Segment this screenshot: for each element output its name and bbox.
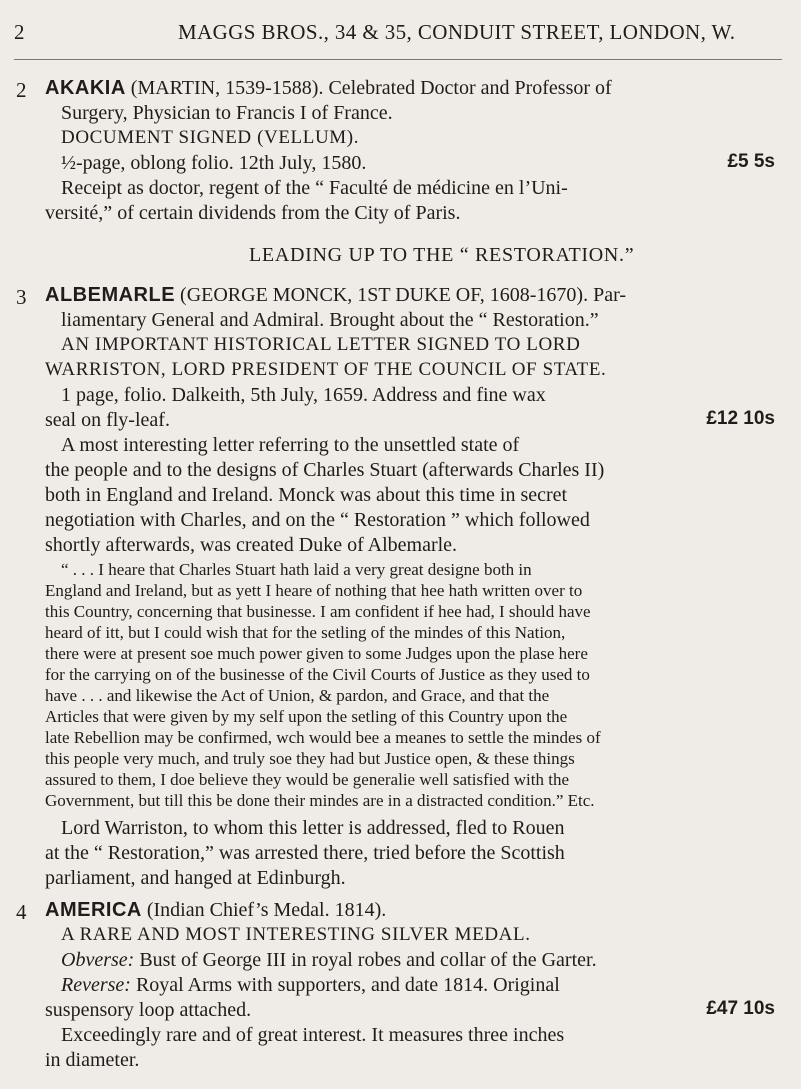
entry-name: AMERICA <box>45 899 142 921</box>
quote-line: England and Ireland, but as yett I heare of nothing that hee hath written over to <box>45 581 583 600</box>
quote-line: late Rebellion may be confirmed, wch would bee a meanes to settle the mindes of <box>45 728 601 747</box>
entry-heading-rest: (Indian Chief’s Medal. 1814). <box>141 899 387 921</box>
section-heading: LEADING UP TO THE “ RESTORATION.” <box>249 244 635 266</box>
price: £5 5s <box>727 151 775 172</box>
quote-line: assured to them, I doe believe they would be generalie well satisfied with the <box>45 770 570 789</box>
quote-line: for the carrying on of the businesse of the Civil Courts of Justice as they used to <box>45 665 590 684</box>
price: £12 10s <box>706 408 775 429</box>
note-line: A most interesting letter referring to the unsettled state of <box>61 434 520 456</box>
quote-line: Articles that were given by my self upon the setling of this Country upon the <box>45 707 568 726</box>
reverse-label: Reverse: <box>61 974 131 996</box>
reverse-line <box>61 973 560 997</box>
entry-heading <box>45 898 386 922</box>
entry-heading-line2: Surgery, Physician to Francis I of France. <box>61 102 393 124</box>
entry-name: AKAKIA <box>45 77 126 99</box>
page-number: 2 <box>14 20 25 44</box>
note-line: in diameter. <box>45 1049 140 1071</box>
price: £47 10s <box>706 998 775 1019</box>
note-line: Lord Warriston, to whom this letter is addressed, fled to Rouen <box>61 817 565 839</box>
entry-name: ALBEMARLE <box>45 284 176 306</box>
note-line: both in England and Ireland. Monck was about this time in secret <box>45 484 568 506</box>
document-description-cont: suspensory loop attached. <box>45 999 252 1021</box>
obverse-line <box>61 948 597 972</box>
quote-line: this Country, concerning that businesse. I am confident if hee had, I should have <box>45 602 591 621</box>
lot-number: 2 <box>16 78 27 102</box>
note-line: negotiation with Charles, and on the “ Restoration ” which followed <box>45 509 590 531</box>
running-title: MAGGS BROS., 34 & 35, CONDUIT STREET, LONDON, W. <box>178 20 736 44</box>
note-line: Exceedingly rare and of great interest. It measures three inches <box>61 1024 565 1046</box>
document-description: 1 page, folio. Dalkeith, 5th July, 1659. Address and fine wax <box>61 384 546 406</box>
header-rule <box>14 59 782 60</box>
document-title: DOCUMENT SIGNED (VELLUM). <box>61 127 360 148</box>
entry-heading-rest: (GEORGE MONCK, 1ST DUKE OF, 1608-1670). Par- <box>175 284 626 306</box>
quote-line: Government, but till this be done their mindes are in a distracted condition.” Etc. <box>45 791 595 810</box>
quote-line: there were at present soe much power given to some Judges upon the plase here <box>45 644 588 663</box>
quote-line: heard of itt, but I could wish that for the setling of the mindes of this Nation, <box>45 623 566 642</box>
note-line: at the “ Restoration,” was arrested there, tried before the Scottish <box>45 842 565 864</box>
lot-number: 4 <box>16 900 27 924</box>
page-header <box>14 20 774 52</box>
lot-number: 3 <box>16 285 27 309</box>
obverse-label: Obverse: <box>61 949 135 971</box>
entry-heading-line2: liamentary General and Admiral. Brought about the “ Restoration.” <box>61 309 599 331</box>
entry-heading-rest: (MARTIN, 1539-1588). Celebrated Doctor and Professor of <box>125 77 612 99</box>
obverse-text: Bust of George III in royal robes and collar of the Garter. <box>134 949 597 971</box>
quote-line: “ . . . I heare that Charles Stuart hath laid a very great designe both in <box>61 560 532 579</box>
note-line: the people and to the designs of Charles Stuart (afterwards Charles II) <box>45 459 605 481</box>
note-line: shortly afterwards, was created Duke of Albemarle. <box>45 534 458 556</box>
document-title: A RARE AND MOST INTERESTING SILVER MEDAL. <box>61 924 531 945</box>
entry-heading <box>45 283 626 307</box>
reverse-text: Royal Arms with supporters, and date 1814. Original <box>130 974 560 996</box>
note-line: versité,” of certain dividends from the City of Paris. <box>45 202 461 224</box>
quote-line: this people very much, and truly soe they had but Justice open, & these things <box>45 749 575 768</box>
note-line: Receipt as doctor, regent of the “ Faculté de médicine en l’Uni- <box>61 177 568 199</box>
document-description-cont: seal on fly-leaf. <box>45 409 170 431</box>
document-description: ½-page, oblong folio. 12th July, 1580. <box>61 152 367 174</box>
quote-line: have . . . and likewise the Act of Union, & pardon, and Grace, and that the <box>45 686 550 705</box>
document-title-cont: WARRISTON, LORD PRESIDENT OF THE COUNCIL OF STATE. <box>45 359 607 380</box>
entry-heading <box>45 76 612 100</box>
document-title: AN IMPORTANT HISTORICAL LETTER SIGNED TO LORD <box>61 334 581 355</box>
note-line: parliament, and hanged at Edinburgh. <box>45 867 346 889</box>
